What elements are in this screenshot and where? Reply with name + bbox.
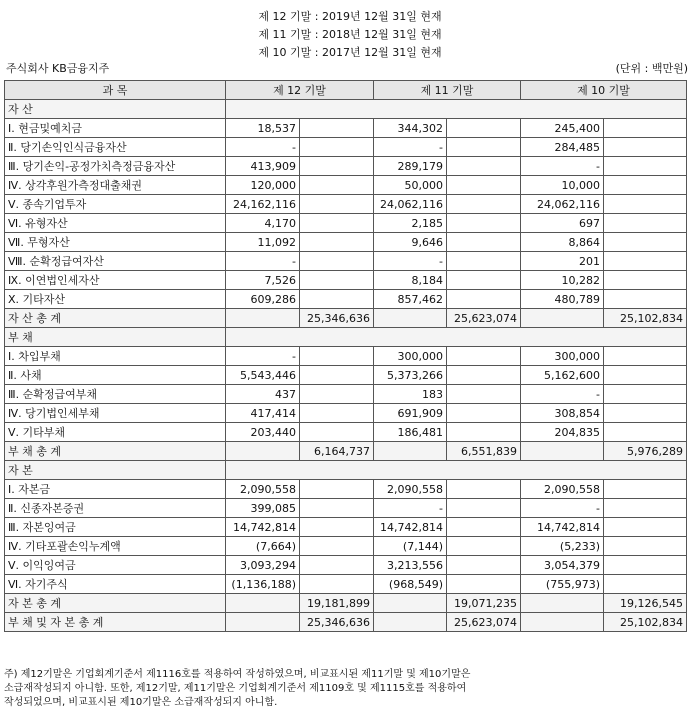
table-row bbox=[5, 233, 687, 252]
table-row bbox=[5, 404, 687, 423]
account-label: Ⅴ. 기타부채 bbox=[5, 423, 226, 442]
column-header-account: 과 목 bbox=[5, 81, 226, 100]
value-cell: - bbox=[521, 385, 604, 404]
empty-cell bbox=[604, 290, 687, 309]
value-cell: 186,481 bbox=[374, 423, 447, 442]
empty-cell bbox=[604, 176, 687, 195]
table-row bbox=[5, 176, 687, 195]
account-label: Ⅱ. 사채 bbox=[5, 366, 226, 385]
account-label: Ⅶ. 무형자산 bbox=[5, 233, 226, 252]
empty-cell bbox=[300, 214, 374, 233]
value-cell: 437 bbox=[226, 385, 300, 404]
empty-cell bbox=[604, 252, 687, 271]
value-cell: 14,742,814 bbox=[226, 518, 300, 537]
table-header-row bbox=[5, 81, 687, 100]
footnote bbox=[4, 668, 694, 710]
empty-cell bbox=[447, 138, 521, 157]
empty-cell bbox=[604, 157, 687, 176]
value-cell: 344,302 bbox=[374, 119, 447, 138]
total-value-cell: 25,346,636 bbox=[300, 613, 374, 632]
value-cell: 2,090,558 bbox=[226, 480, 300, 499]
value-cell: 8,864 bbox=[521, 233, 604, 252]
empty-cell bbox=[447, 385, 521, 404]
empty-cell bbox=[300, 271, 374, 290]
value-cell: 120,000 bbox=[226, 176, 300, 195]
table-row bbox=[5, 214, 687, 233]
empty-cell bbox=[447, 575, 521, 594]
empty-cell bbox=[300, 119, 374, 138]
empty-cell bbox=[604, 195, 687, 214]
total-value-cell: 19,071,235 bbox=[447, 594, 521, 613]
period-header bbox=[0, 8, 700, 62]
empty-cell bbox=[521, 442, 604, 461]
value-cell: 691,909 bbox=[374, 404, 447, 423]
company-name: 주식회사 KB금융지주 bbox=[6, 62, 110, 75]
section-row bbox=[5, 328, 687, 347]
total-value-cell: 6,164,737 bbox=[300, 442, 374, 461]
total-value-cell: 19,181,899 bbox=[300, 594, 374, 613]
table-row bbox=[5, 347, 687, 366]
empty-cell bbox=[226, 613, 300, 632]
empty-cell bbox=[447, 252, 521, 271]
value-cell: - bbox=[521, 157, 604, 176]
empty-cell bbox=[300, 575, 374, 594]
empty-cell bbox=[300, 290, 374, 309]
value-cell: 24,062,116 bbox=[521, 195, 604, 214]
account-label: Ⅳ. 기타포괄손익누계액 bbox=[5, 537, 226, 556]
empty-cell bbox=[300, 138, 374, 157]
total-row bbox=[5, 309, 687, 328]
account-label: 자 본 총 계 bbox=[5, 594, 226, 613]
empty-cell bbox=[521, 309, 604, 328]
value-cell: 8,184 bbox=[374, 271, 447, 290]
value-cell: 204,835 bbox=[521, 423, 604, 442]
empty-cell bbox=[374, 613, 447, 632]
period-line: 제 10 기말 : 2017년 12월 31일 현재 bbox=[258, 46, 442, 59]
empty-cell bbox=[604, 366, 687, 385]
empty-cell bbox=[604, 385, 687, 404]
value-cell: (7,144) bbox=[374, 537, 447, 556]
value-cell: 245,400 bbox=[521, 119, 604, 138]
empty-cell bbox=[604, 214, 687, 233]
account-label: Ⅰ. 현금및예치금 bbox=[5, 119, 226, 138]
empty-cell bbox=[604, 537, 687, 556]
empty-cell bbox=[604, 119, 687, 138]
value-cell: 50,000 bbox=[374, 176, 447, 195]
empty-cell bbox=[300, 404, 374, 423]
empty-cell bbox=[604, 423, 687, 442]
total-value-cell: 5,976,289 bbox=[604, 442, 687, 461]
value-cell: 2,185 bbox=[374, 214, 447, 233]
empty-cell bbox=[447, 366, 521, 385]
empty-cell bbox=[447, 404, 521, 423]
value-cell: 7,526 bbox=[226, 271, 300, 290]
section-row bbox=[5, 461, 687, 480]
footnote-line: 작성되었으며, 비교표시된 제10기말은 소급재작성되지 아니함. bbox=[4, 697, 278, 708]
table-row bbox=[5, 119, 687, 138]
value-cell: 3,213,556 bbox=[374, 556, 447, 575]
value-cell: - bbox=[374, 499, 447, 518]
section-filler bbox=[226, 328, 687, 347]
value-cell: 417,414 bbox=[226, 404, 300, 423]
value-cell: 2,090,558 bbox=[521, 480, 604, 499]
table-row bbox=[5, 423, 687, 442]
section-filler bbox=[226, 461, 687, 480]
account-label: Ⅹ. 기타자산 bbox=[5, 290, 226, 309]
empty-cell bbox=[300, 385, 374, 404]
value-cell: 10,282 bbox=[521, 271, 604, 290]
empty-cell bbox=[521, 594, 604, 613]
empty-cell bbox=[226, 309, 300, 328]
empty-cell bbox=[447, 176, 521, 195]
value-cell: 11,092 bbox=[226, 233, 300, 252]
value-cell: 24,162,116 bbox=[226, 195, 300, 214]
account-label: Ⅸ. 이연법인세자산 bbox=[5, 271, 226, 290]
empty-cell bbox=[300, 195, 374, 214]
empty-cell bbox=[447, 290, 521, 309]
total-row bbox=[5, 442, 687, 461]
balance-sheet-table bbox=[4, 80, 687, 632]
account-label: 부 채 총 계 bbox=[5, 442, 226, 461]
value-cell: - bbox=[374, 252, 447, 271]
account-label: 자 본 bbox=[5, 461, 226, 480]
column-header-period-10: 제 10 기말 bbox=[521, 81, 687, 100]
value-cell: - bbox=[374, 138, 447, 157]
empty-cell bbox=[604, 233, 687, 252]
total-value-cell: 19,126,545 bbox=[604, 594, 687, 613]
account-label: Ⅵ. 자기주식 bbox=[5, 575, 226, 594]
value-cell: 399,085 bbox=[226, 499, 300, 518]
empty-cell bbox=[447, 499, 521, 518]
table-row bbox=[5, 385, 687, 404]
value-cell: 857,462 bbox=[374, 290, 447, 309]
value-cell: 14,742,814 bbox=[374, 518, 447, 537]
total-row bbox=[5, 613, 687, 632]
account-label: 자 산 총 계 bbox=[5, 309, 226, 328]
value-cell: 289,179 bbox=[374, 157, 447, 176]
empty-cell bbox=[300, 157, 374, 176]
footnote-line: 주) 제12기말은 기업회계기준서 제1116호를 적용하여 작성하였으며, 비교표시된 제11기말 및 제10기말은 bbox=[4, 669, 471, 680]
total-value-cell: 6,551,839 bbox=[447, 442, 521, 461]
table-row bbox=[5, 480, 687, 499]
total-value-cell: 25,102,834 bbox=[604, 309, 687, 328]
total-value-cell: 25,102,834 bbox=[604, 613, 687, 632]
period-line: 제 11 기말 : 2018년 12월 31일 현재 bbox=[258, 28, 442, 41]
value-cell: 609,286 bbox=[226, 290, 300, 309]
value-cell: - bbox=[521, 499, 604, 518]
value-cell: 284,485 bbox=[521, 138, 604, 157]
empty-cell bbox=[447, 423, 521, 442]
account-label: Ⅷ. 순확정급여자산 bbox=[5, 252, 226, 271]
value-cell: (755,973) bbox=[521, 575, 604, 594]
table-row bbox=[5, 575, 687, 594]
empty-cell bbox=[226, 594, 300, 613]
empty-cell bbox=[447, 271, 521, 290]
value-cell: 183 bbox=[374, 385, 447, 404]
value-cell: 300,000 bbox=[374, 347, 447, 366]
account-label: Ⅴ. 종속기업투자 bbox=[5, 195, 226, 214]
value-cell: 14,742,814 bbox=[521, 518, 604, 537]
empty-cell bbox=[447, 214, 521, 233]
empty-cell bbox=[447, 480, 521, 499]
table-row bbox=[5, 157, 687, 176]
value-cell: - bbox=[226, 252, 300, 271]
empty-cell bbox=[300, 252, 374, 271]
table-row bbox=[5, 195, 687, 214]
value-cell: - bbox=[226, 138, 300, 157]
table-row bbox=[5, 366, 687, 385]
value-cell: (968,549) bbox=[374, 575, 447, 594]
empty-cell bbox=[604, 556, 687, 575]
account-label: Ⅲ. 당기손익-공정가치측정금융자산 bbox=[5, 157, 226, 176]
table-row bbox=[5, 518, 687, 537]
empty-cell bbox=[447, 556, 521, 575]
account-label: Ⅳ. 당기법인세부채 bbox=[5, 404, 226, 423]
section-filler bbox=[226, 100, 687, 119]
empty-cell bbox=[447, 518, 521, 537]
empty-cell bbox=[447, 195, 521, 214]
section-row bbox=[5, 100, 687, 119]
value-cell: 10,000 bbox=[521, 176, 604, 195]
account-label: Ⅰ. 자본금 bbox=[5, 480, 226, 499]
value-cell: 308,854 bbox=[521, 404, 604, 423]
value-cell: (5,233) bbox=[521, 537, 604, 556]
value-cell: 18,537 bbox=[226, 119, 300, 138]
empty-cell bbox=[604, 138, 687, 157]
empty-cell bbox=[300, 556, 374, 575]
period-line: 제 12 기말 : 2019년 12월 31일 현재 bbox=[258, 10, 442, 23]
empty-cell bbox=[226, 442, 300, 461]
account-label: Ⅲ. 순확정급여부채 bbox=[5, 385, 226, 404]
empty-cell bbox=[447, 537, 521, 556]
account-label: Ⅱ. 당기손익인식금융자산 bbox=[5, 138, 226, 157]
value-cell: (1,136,188) bbox=[226, 575, 300, 594]
value-cell: 4,170 bbox=[226, 214, 300, 233]
empty-cell bbox=[604, 518, 687, 537]
table-row bbox=[5, 499, 687, 518]
table-row bbox=[5, 271, 687, 290]
empty-cell bbox=[447, 347, 521, 366]
table-row bbox=[5, 290, 687, 309]
account-label: Ⅲ. 자본잉여금 bbox=[5, 518, 226, 537]
account-label: 자 산 bbox=[5, 100, 226, 119]
unit-label: (단위 : 백만원) bbox=[615, 62, 688, 75]
total-row bbox=[5, 594, 687, 613]
empty-cell bbox=[374, 594, 447, 613]
empty-cell bbox=[604, 271, 687, 290]
account-label: Ⅳ. 상각후원가측정대출채권 bbox=[5, 176, 226, 195]
account-label: Ⅴ. 이익잉여금 bbox=[5, 556, 226, 575]
empty-cell bbox=[604, 347, 687, 366]
empty-cell bbox=[374, 309, 447, 328]
value-cell: (7,664) bbox=[226, 537, 300, 556]
account-label: 부 채 및 자 본 총 계 bbox=[5, 613, 226, 632]
table-row bbox=[5, 556, 687, 575]
empty-cell bbox=[300, 233, 374, 252]
empty-cell bbox=[300, 537, 374, 556]
value-cell: 24,062,116 bbox=[374, 195, 447, 214]
empty-cell bbox=[447, 233, 521, 252]
empty-cell bbox=[300, 366, 374, 385]
empty-cell bbox=[604, 480, 687, 499]
value-cell: 697 bbox=[521, 214, 604, 233]
value-cell: 5,373,266 bbox=[374, 366, 447, 385]
empty-cell bbox=[374, 442, 447, 461]
empty-cell bbox=[300, 518, 374, 537]
empty-cell bbox=[447, 119, 521, 138]
account-label: Ⅰ. 차입부채 bbox=[5, 347, 226, 366]
table-row bbox=[5, 537, 687, 556]
empty-cell bbox=[447, 157, 521, 176]
empty-cell bbox=[300, 499, 374, 518]
value-cell: 2,090,558 bbox=[374, 480, 447, 499]
account-label: Ⅱ. 신종자본증권 bbox=[5, 499, 226, 518]
value-cell: 201 bbox=[521, 252, 604, 271]
value-cell: 480,789 bbox=[521, 290, 604, 309]
empty-cell bbox=[300, 423, 374, 442]
empty-cell bbox=[604, 404, 687, 423]
total-value-cell: 25,346,636 bbox=[300, 309, 374, 328]
value-cell: 5,543,446 bbox=[226, 366, 300, 385]
account-label: Ⅵ. 유형자산 bbox=[5, 214, 226, 233]
value-cell: 3,093,294 bbox=[226, 556, 300, 575]
total-value-cell: 25,623,074 bbox=[447, 613, 521, 632]
value-cell: 203,440 bbox=[226, 423, 300, 442]
value-cell: 3,054,379 bbox=[521, 556, 604, 575]
empty-cell bbox=[604, 499, 687, 518]
column-header-period-11: 제 11 기말 bbox=[374, 81, 521, 100]
value-cell: 5,162,600 bbox=[521, 366, 604, 385]
column-header-period-12: 제 12 기말 bbox=[226, 81, 374, 100]
empty-cell bbox=[604, 575, 687, 594]
empty-cell bbox=[300, 347, 374, 366]
footnote-line: 소급재작성되지 아니함. 또한, 제12기말, 제11기말은 기업회계기준서 제1109호 및 제1115호를 적용하여 bbox=[4, 683, 467, 694]
table-row bbox=[5, 252, 687, 271]
value-cell: - bbox=[226, 347, 300, 366]
empty-cell bbox=[300, 480, 374, 499]
value-cell: 9,646 bbox=[374, 233, 447, 252]
table-body bbox=[5, 100, 687, 632]
account-label: 부 채 bbox=[5, 328, 226, 347]
empty-cell bbox=[300, 176, 374, 195]
total-value-cell: 25,623,074 bbox=[447, 309, 521, 328]
table-row bbox=[5, 138, 687, 157]
empty-cell bbox=[521, 613, 604, 632]
value-cell: 413,909 bbox=[226, 157, 300, 176]
value-cell: 300,000 bbox=[521, 347, 604, 366]
